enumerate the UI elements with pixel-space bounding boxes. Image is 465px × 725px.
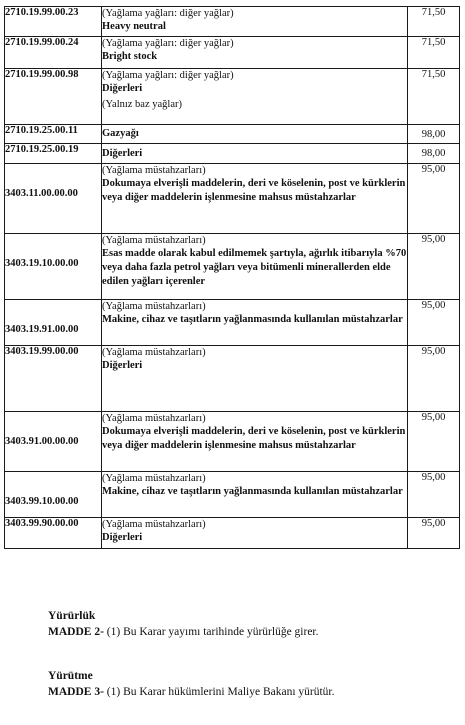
goods-name: Makine, cihaz ve taşıtların yağlanmasında kullanılan müstahzarlar	[102, 314, 403, 325]
tax-amount: 95,00	[408, 300, 460, 346]
table-row	[5, 300, 460, 346]
goods-name: Heavy neutral	[102, 21, 166, 32]
gtip-code: 3403.99.10.00.00	[5, 472, 102, 518]
tax-amount: 98,00	[408, 144, 460, 164]
goods-name: Diğerleri	[102, 360, 143, 371]
tax-amount: 95,00	[408, 472, 460, 518]
tax-amount: 95,00	[408, 234, 460, 300]
tax-amount: 71,50	[408, 37, 460, 69]
tax-amount: 95,00	[408, 346, 460, 412]
tax-amount: 71,50	[408, 69, 460, 125]
goods-description	[102, 69, 408, 125]
group-label: (Yağlama müstahzarları)	[102, 235, 206, 246]
group-label: (Yağlama müstahzarları)	[102, 301, 206, 312]
gtip-code: 2710.19.25.00.11	[5, 125, 102, 144]
article-label: MADDE 2-	[48, 626, 104, 638]
group-label: (Yağlama müstahzarları)	[102, 519, 206, 530]
article-3	[48, 668, 458, 700]
goods-description	[102, 144, 408, 164]
tariff-table	[4, 6, 460, 549]
table-row	[5, 346, 460, 412]
article-2	[48, 608, 458, 640]
gtip-code: 3403.91.00.00.00	[5, 412, 102, 472]
goods-name: Dokumaya elverişli maddelerin, deri ve köselenin, post ve kürklerin veya diğer maddelerin işlenmesine mahsus müstahzarlar	[102, 178, 406, 203]
group-label: (Yağlama yağları: diğer yağlar)	[102, 70, 234, 81]
group-label: (Yağlama müstahzarları)	[102, 347, 206, 358]
goods-description	[102, 37, 408, 69]
gtip-code: 3403.19.10.00.00	[5, 234, 102, 300]
article-heading: Yürütme	[48, 670, 93, 682]
group-label: (Yağlama müstahzarları)	[102, 413, 206, 424]
goods-note: (Yalnız baz yağlar)	[102, 99, 182, 110]
article-label: MADDE 3-	[48, 686, 104, 698]
table-row	[5, 7, 460, 37]
article-text: (1) Bu Karar hükümlerini Maliye Bakanı yürütür.	[103, 686, 335, 698]
goods-name: Bright stock	[102, 51, 158, 62]
table-row	[5, 234, 460, 300]
table-row	[5, 412, 460, 472]
goods-name: Diğerleri	[102, 83, 143, 94]
gtip-code: 3403.19.91.00.00	[5, 300, 102, 346]
tax-amount: 71,50	[408, 7, 460, 37]
tax-amount: 95,00	[408, 412, 460, 472]
table-row	[5, 37, 460, 69]
goods-description	[102, 164, 408, 234]
article-text: (1) Bu Karar yayımı tarihinde yürürlüğe girer.	[103, 626, 319, 638]
table-row	[5, 144, 460, 164]
group-label: (Yağlama yağları: diğer yağlar)	[102, 38, 234, 49]
goods-name: Makine, cihaz ve taşıtların yağlanmasında kullanılan müstahzarlar	[102, 486, 403, 497]
gtip-code: 3403.99.90.00.00	[5, 518, 102, 549]
goods-name: Diğerleri	[102, 147, 143, 159]
gtip-code: 3403.11.00.00.00	[5, 164, 102, 234]
goods-description	[102, 518, 408, 549]
goods-name: Esas madde olarak kabul edilmemek şartıyla, ağırlık itibarıyla %70 veya daha fazla petrol yağları veya bitümenli minerallerden elde edilen yağları içerenler	[102, 248, 407, 287]
tax-amount: 98,00	[408, 125, 460, 144]
goods-description	[102, 234, 408, 300]
articles-section	[48, 608, 458, 700]
table-row	[5, 69, 460, 125]
goods-description	[102, 7, 408, 37]
gtip-code: 2710.19.99.00.23	[5, 7, 102, 37]
goods-name: Gazyağı	[102, 128, 139, 139]
table-row	[5, 518, 460, 549]
goods-name: Diğerleri	[102, 532, 143, 543]
article-body	[48, 684, 458, 700]
article-heading: Yürürlük	[48, 610, 96, 622]
table-row	[5, 125, 460, 144]
article-body	[48, 624, 458, 640]
table-row	[5, 472, 460, 518]
goods-description	[102, 300, 408, 346]
goods-description	[102, 412, 408, 472]
gtip-code: 2710.19.99.00.24	[5, 37, 102, 69]
group-label: (Yağlama müstahzarları)	[102, 473, 206, 484]
group-label: (Yağlama müstahzarları)	[102, 165, 206, 176]
gtip-code: 2710.19.25.00.19	[5, 144, 102, 164]
goods-description	[102, 346, 408, 412]
table-row	[5, 164, 460, 234]
goods-description	[102, 472, 408, 518]
gtip-code: 2710.19.99.00.98	[5, 69, 102, 125]
tax-amount: 95,00	[408, 518, 460, 549]
goods-name: Dokumaya elverişli maddelerin, deri ve köselenin, post ve kürklerin veya diğer maddelerin işlenmesine mahsus müstahzarlar	[102, 426, 406, 451]
gtip-code: 3403.19.99.00.00	[5, 346, 102, 412]
group-label: (Yağlama yağları: diğer yağlar)	[102, 8, 234, 19]
tax-amount: 95,00	[408, 164, 460, 234]
goods-description	[102, 125, 408, 144]
